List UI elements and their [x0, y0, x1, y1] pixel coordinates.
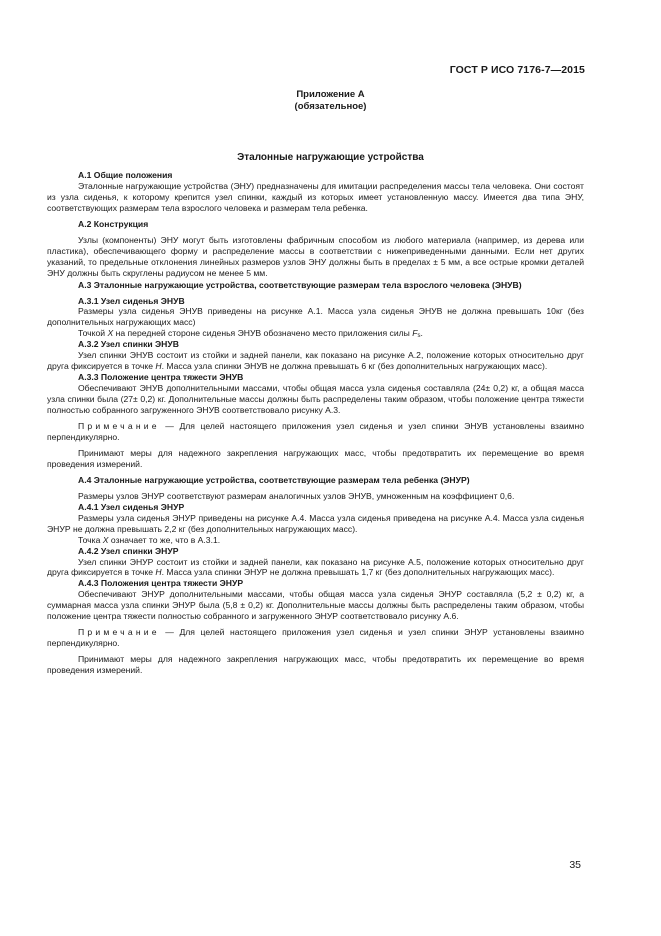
a32-pre: Узел спинки ЭНУВ состоит из стойки и задней панели, как показано на рисунке А.2, положение которых относительно друг друга фиксируется в точке [47, 350, 584, 372]
a3-note-label: Примечание [78, 421, 160, 432]
a41-point-pre: Точка [78, 534, 103, 545]
a4-measures: Принимают меры для надежного закрепления нагружающих масс, чтобы предотвратить их перемещение во время проведения измерений. [47, 654, 584, 676]
a32-text [47, 350, 584, 372]
a42-title: А.4.2 Узел спинки ЭНУР [78, 545, 179, 556]
a41-point-x: X [102, 534, 109, 545]
a31-point-mid: на передней стороне сиденья ЭНУВ обозначено место приложения силы [113, 328, 413, 339]
a31-point-end: . [420, 328, 423, 339]
a4-intro: Размеры узлов ЭНУР соответствуют размерам аналогичных узлов ЭНУВ, умноженным на коэффициент 0,6. [78, 490, 515, 501]
a31-title: А.3.1 Узел сиденья ЭНУВ [78, 295, 185, 306]
a32-h: H [155, 361, 162, 372]
a31-point-x: X [107, 328, 114, 339]
a31-point-paragraph [47, 328, 584, 339]
a3-note-text: — Для целей настоящего приложения узел сиденья и узел спинки ЭНУВ установлены взаимно перпендикулярно. [47, 421, 584, 442]
a32-title: А.3.2 Узел спинки ЭНУВ [78, 339, 179, 350]
document-body [47, 170, 584, 676]
a42-text [47, 557, 584, 579]
standard-designation: ГОСТ Р ИСО 7176-7—2015 [449, 64, 585, 76]
annex-title-block [0, 89, 661, 113]
a43-text: Обеспечивают ЭНУР дополнительными массами, чтобы общая масса узла сиденья ЭНУР составляла (5,2 ± 0,2) кг, а суммарная масса узла спинки ЭНУР была (5,8 ± 0,2) кг. Дополнительные массы должны быть распределены таким образом, чтобы положение центра тяжести полностью собранного и загруженного ЭНУР соответствовало рисунку А.6. [47, 589, 584, 622]
a41-point-post: означает то же, что в А.3.1. [108, 534, 221, 545]
a32-post: . Масса узла спинки ЭНУВ не должна превышать 6 кг (без дополнительных нагружающих масс). [161, 361, 548, 372]
a2-title: А.2 Конструкция [78, 218, 149, 229]
a42-h: H [155, 567, 162, 578]
a3-measures: Принимают меры для надежного закрепления нагружающих масс, чтобы предотвратить их перемещение во время проведения измерений. [47, 447, 584, 469]
a1-text: Эталонные нагружающие устройства (ЭНУ) предназначены для имитации распределения массы тела человека. Они состоят из узла сиденья, к которому крепится узел спинки, каждый из которых имеет установленную массу. Имеется два типа ЭНУ, соответствующих размерам тела взрослого человека и размерам тела ребенка. [47, 180, 584, 213]
a3-title: А.3 Эталонные нагружающие устройства, соответствующие размерам тела взрослого человека (ЭНУВ) [78, 279, 522, 290]
a31-point-sub: s [417, 333, 421, 340]
a33-text: Обеспечивают ЭНУВ дополнительными массами, чтобы общая масса узла сиденья составляла (24± 0,2) кг, а общая масса узла спинки была (27± 0,2) кг. Дополнительные массы должны быть распределены таким образом, чтобы положение центра тяжести полностью собранного загруженного ЭНУВ соответствовало рисунку А.3. [47, 383, 584, 416]
a41-title: А.4.1 Узел сиденья ЭНУР [78, 501, 185, 512]
a43-title: А.4.3 Положения центра тяжести ЭНУР [78, 578, 244, 589]
a4-note-label: Примечание [78, 627, 160, 638]
a31-text: Размеры узла сиденья ЭНУВ приведены на рисунке А.1. Масса узла сиденья ЭНУВ не должна превышать 10кг (без дополнительных нагружающих масс) [47, 306, 584, 328]
a4-note [47, 627, 584, 649]
a31-point-pre: Точкой [78, 328, 108, 339]
a31-point-f: F [412, 328, 418, 339]
a4-title: А.4 Эталонные нагружающие устройства, соответствующие размерам тела ребенка (ЭНУР) [78, 474, 470, 485]
a2-text: Узлы (компоненты) ЭНУ могут быть изготовлены фабричным способом из любого материала (например, из дерева или пластика), обеспечивающего форму и распределение массы в соответствии с нижеприведенными данными. Если нет других указаний, то предельные отклонения линейных размеров узлов ЭНУ должны быть в пределах ± 5 мм, а все острые кромки деталей ЭНУ должны быть скруглены радиусом не менее 5 мм. [47, 234, 584, 278]
a4-note-text: — Для целей настоящего приложения узел сиденья и узел спинки ЭНУР установлены взаимно перпендикулярно. [47, 627, 584, 649]
section-heading: Эталонные нагружающие устройства [237, 152, 424, 163]
annex-subtitle: (обязательное) [294, 101, 367, 112]
a41-point-paragraph [47, 535, 584, 546]
a33-title: А.3.3 Положение центра тяжести ЭНУВ [78, 372, 244, 383]
a41-text: Размеры узла сиденья ЭНУР приведены на рисунке А.4. Масса узла сиденья приведена на рисунке А.4. Масса узла сиденья ЭНУР не должна превышать 2,2 кг (без дополнительных нагружающих масс). [47, 512, 584, 534]
a42-pre: Узел спинки ЭНУР состоит из стойки и задней панели, как показано на рисунке А.5, положение которых относительно друг друга фиксируется в точке [47, 556, 584, 578]
a42-post: . Масса узла спинки ЭНУР не должна превышать 1,7 кг (без дополнительных нагружающих масс). [161, 567, 555, 578]
a1-title: А.1 Общие положения [78, 170, 173, 180]
a3-note [47, 421, 584, 443]
annex-title: Приложение А [296, 89, 365, 100]
page-number: 35 [569, 859, 581, 871]
